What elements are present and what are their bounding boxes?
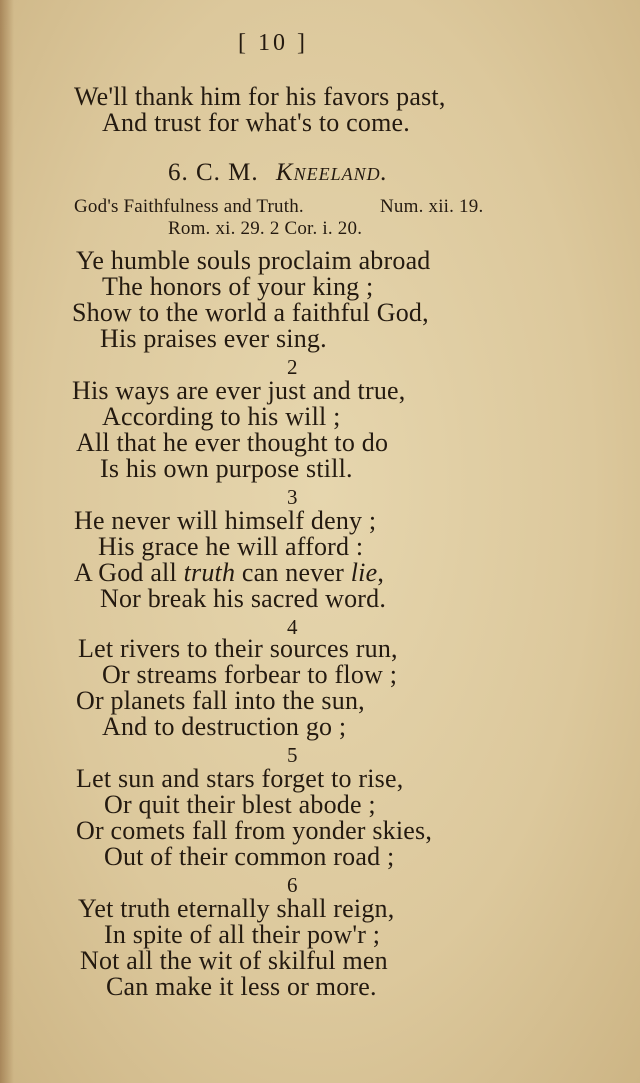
- verse-4-line-3: Or planets fall into the sun,: [76, 686, 365, 715]
- verse-4-line-4: And to destruction go ;: [102, 712, 347, 741]
- verse-6-line-1: Yet truth eternally shall reign,: [78, 894, 395, 923]
- verse-4-line-2: Or streams forbear to flow ;: [102, 660, 398, 689]
- page-number: [ 10 ]: [238, 30, 308, 56]
- verse-1-line-4: His praises ever sing.: [100, 324, 327, 353]
- verse-5-line-3: Or comets fall from yonder skies,: [76, 816, 433, 845]
- verse-5-line-4: Out of their common road ;: [104, 842, 395, 871]
- verse-3-line-2: His grace he will afford :: [98, 532, 364, 561]
- verse-1-line-1: Ye humble souls proclaim abroad: [76, 246, 431, 275]
- verse-3-italic-lie: lie: [350, 558, 378, 587]
- verse-2-line-4: Is his own purpose still.: [100, 454, 353, 483]
- verse-3-italic-truth: truth: [183, 558, 236, 587]
- verse-3-line-3-c: ,: [377, 558, 385, 587]
- hymn-heading: [168, 158, 388, 188]
- verse-2-line-1: His ways are ever just and true,: [72, 376, 406, 405]
- verse-6-line-4: Can make it less or more.: [106, 972, 377, 1001]
- verse-5-number: 5: [287, 743, 298, 767]
- verse-4-line-1: Let rivers to their sources run,: [78, 634, 398, 663]
- verse-5-line-1: Let sun and stars forget to rise,: [76, 764, 404, 793]
- verse-1-line-3: Show to the world a faithful God,: [72, 298, 429, 327]
- verse-3-line-3-b: can never: [235, 558, 351, 587]
- verse-4-number: 4: [287, 615, 298, 639]
- verse-2-line-3: All that he ever thought to do: [76, 428, 389, 457]
- verse-3-line-4: Nor break his sacred word.: [100, 584, 387, 613]
- verse-2-line-2: According to his will ;: [102, 402, 341, 431]
- hymn-meter: C. M.: [196, 159, 259, 186]
- preceding-line-2: And trust for what's to come.: [102, 108, 410, 137]
- verse-6-line-2: In spite of all their pow'r ;: [104, 920, 381, 949]
- verse-6-line-3: Not all the wit of skilful men: [80, 946, 388, 975]
- scripture-ref-1: Num. xii. 19.: [380, 196, 484, 217]
- scripture-ref-2: Rom. xi. 29. 2 Cor. i. 20.: [168, 218, 363, 239]
- hymn-number: 6.: [168, 159, 189, 186]
- preceding-line-1: We'll thank him for his favors past,: [74, 82, 446, 111]
- verse-3-number: 3: [287, 485, 298, 509]
- verse-3-line-1: He never will himself deny ;: [74, 506, 377, 535]
- verse-1-line-2: The honors of your king ;: [102, 272, 374, 301]
- hymn-subject: God's Faithfulness and Truth.: [74, 196, 304, 217]
- page-edge-shadow: [0, 0, 14, 1083]
- verse-5-line-2: Or quit their blest abode ;: [104, 790, 376, 819]
- verse-2-number: 2: [287, 355, 298, 379]
- hymn-tune: Kneeland.: [275, 159, 388, 186]
- verse-3-line-3-a: A God all: [74, 558, 184, 587]
- verse-6-number: 6: [287, 873, 298, 897]
